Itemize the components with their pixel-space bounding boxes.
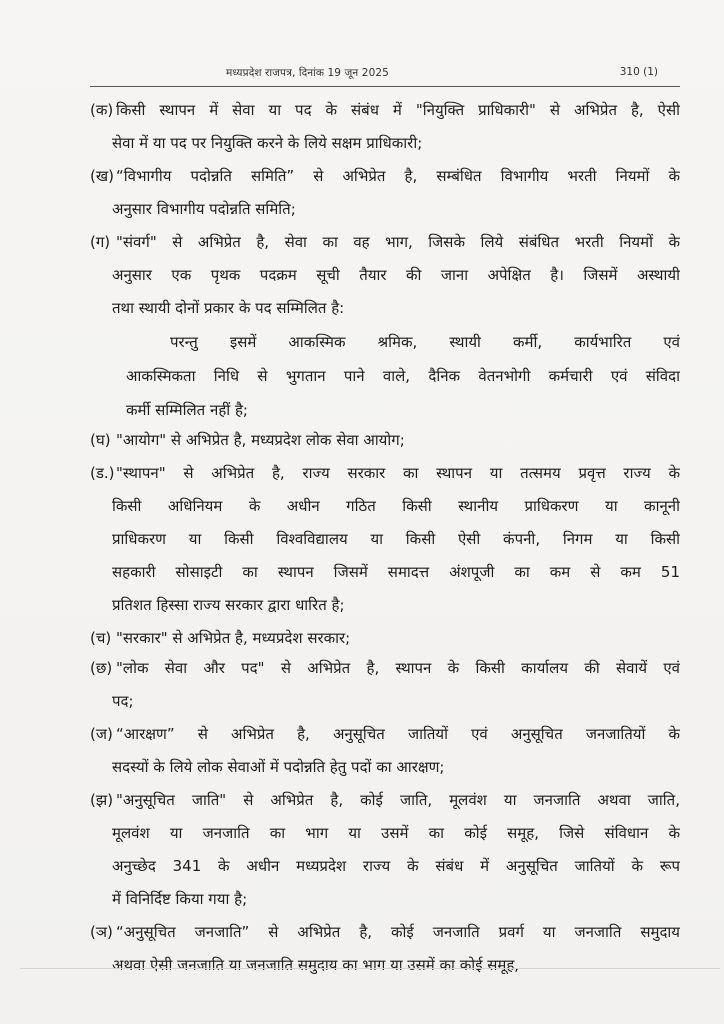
definition-line: प्रतिशत हिस्सा राज्य सरकार द्वारा धारित है; [112, 596, 345, 614]
item-marker: (ख) [90, 167, 114, 185]
item-marker: (छ) [90, 659, 113, 677]
definition-line: "संवर्ग" से अभिप्रेत है, सेवा का वह भाग, जिसके लिये संबंधित भरती नियमों के [116, 233, 680, 251]
item-marker: (ज) [90, 725, 113, 743]
definition-line: "स्थापन" से अभिप्रेत है, राज्य सरकार का स्थापन या तत्समय प्रवृत्त राज्य के [116, 464, 680, 482]
definition-line: अनुसार एक पृथक पदक्रम सूची तैयार की जाना अपेक्षित है। जिसमें अस्थायी [112, 266, 680, 284]
page-header [0, 66, 724, 84]
header-rule [90, 86, 680, 87]
definition-line: "अनुसूचित जाति" से अभिप्रेत है, कोई जाति, मूलवंश या जनजाति अथवा जाति, [116, 791, 680, 809]
item-marker: (घ) [90, 431, 111, 449]
definition-line: "लोक सेवा और पद" से अभिप्रेत है, स्थापन के किसी कार्यालय की सेवायें एवं [116, 659, 680, 677]
item-marker: (क) [90, 101, 114, 119]
definition-line: पद; [112, 692, 134, 710]
item-marker: (ड.) [90, 464, 115, 482]
definition-line: अनुसार विभागीय पदोन्नति समिति; [112, 200, 296, 218]
definition-line: मूलवंश या जनजाति का भाग या उसमें का कोई समूह, जिसे संविधान के [112, 824, 680, 842]
definition-line: तथा स्थायी दोनों प्रकार के पद सम्मिलित है: [112, 299, 345, 317]
definition-line: किसी अधिनियम के अधीन गठित किसी स्थानीय प्राधिकरण या कानूनी [112, 497, 680, 515]
definition-line: “आरक्षण” से अभिप्रेत है, अनुसूचित जातियों एवं अनुसूचित जनजातियों के [116, 725, 680, 743]
definition-line: “विभागीय पदोन्नति समिति” से अभिप्रेत है, सम्बंधित विभागीय भरती नियमों के [116, 167, 680, 185]
definition-line: सेवा में या पद पर नियुक्ति करने के लिये सक्षम प्राधिकारी; [112, 134, 423, 152]
item-marker: (झ) [90, 791, 114, 809]
definition-line: प्राधिकरण या किसी विश्वविद्यालय या किसी ऐसी कंपनी, निगम या किसी [112, 530, 680, 548]
definition-line: में विनिर्दिष्ट किया गया है; [112, 890, 248, 908]
definition-line: सहकारी सोसाइटी का स्थापन जिसमें समादत्त अंशपूजी का कम से कम 51 [112, 563, 680, 581]
definition-line: सदस्यों के लिये लोक सेवाओं में पदोन्नति हेतु पदों का आरक्षण; [112, 758, 445, 776]
page-number: 310 (1) [619, 66, 658, 78]
definition-line: अथवा ऐसी जनजाति या जनजाति समुदाय का भाग या उसमें का कोई समूह, [112, 956, 520, 974]
item-marker: (ञ) [90, 923, 113, 941]
definition-line: “अनुसूचित जनजाति” से अभिप्रेत है, कोई जनजाति प्रवर्ग या जनजाति समुदाय [116, 923, 680, 941]
item-marker: (च) [90, 629, 112, 647]
definition-line: अनुच्छेद 341 के अधीन मध्यप्रदेश राज्य के संबंध में अनुसूचित जातियों के रूप [112, 857, 680, 875]
footer-rule [20, 968, 720, 969]
item-marker: (ग) [90, 233, 111, 251]
definition-line: परन्तु इसमें आकस्मिक श्रमिक, स्थायी कर्मी, कार्यभारित एवं [170, 333, 680, 351]
definition-line: "आयोग" से अभिप्रेत है, मध्यप्रदेश लोक सेवा आयोग; [116, 431, 405, 449]
definition-line: "सरकार" से अभिप्रेत है, मध्यप्रदेश सरकार; [116, 629, 351, 647]
definition-line: कर्मी सम्मिलित नहीं है; [126, 401, 248, 419]
definition-line: आकस्मिकता निधि से भुगतान पाने वाले, दैनिक वेतनभोगी कर्मचारी एवं संविदा [126, 367, 680, 385]
definition-line: किसी स्थापन में सेवा या पद के संबंध में "नियुक्ति प्राधिकारी" से अभिप्रेत है, ऐसी [116, 101, 680, 119]
gazette-header-title: मध्यप्रदेश राजपत्र, दिनांक 19 जून 2025 [226, 67, 389, 79]
